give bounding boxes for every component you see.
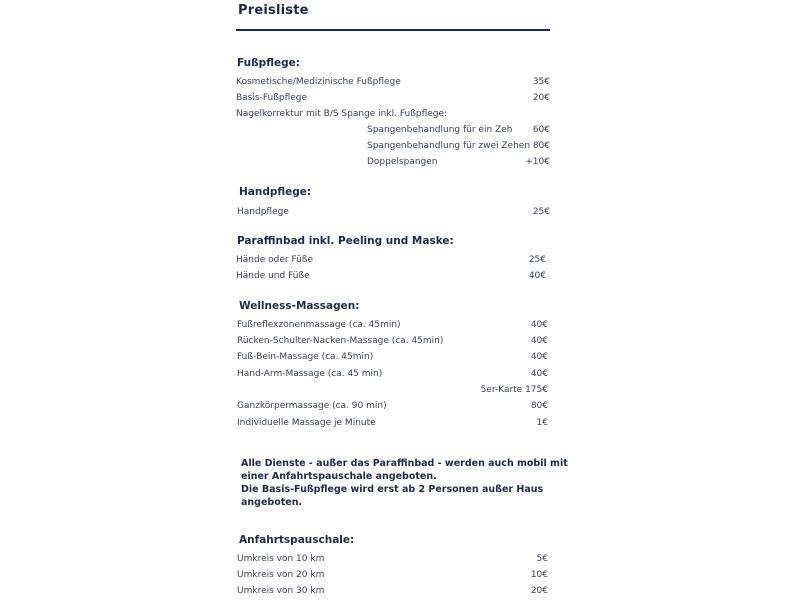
- price-item-label: Fußreflexzonenmassage (ca. 45min): [237, 320, 401, 330]
- heading-anfahrtspauschale: Anfahrtspauschale:: [239, 534, 355, 546]
- price-item-value: 40€: [530, 336, 548, 346]
- price-item-label: Umkreis von 20 km: [237, 570, 325, 580]
- price-item-label: Rücken-Schulter-Nacken-Massage (ca. 45min): [237, 336, 444, 346]
- price-item-value: 20€: [532, 93, 550, 103]
- price-item-value: 1€: [536, 418, 548, 428]
- price-item-value: 40€: [530, 320, 548, 330]
- price-item-value: 40€: [530, 352, 548, 362]
- price-item-label: Ganzkörpermassage (ca. 90 min): [237, 401, 387, 411]
- price-item-value: 20€: [530, 586, 548, 596]
- price-item-label: Hände oder Füße: [236, 255, 314, 265]
- price-item-label: Nagelkorrektur mit B/S Spange inkl. Fußpflege:: [236, 109, 448, 119]
- price-item-value: 40€: [530, 369, 548, 379]
- price-subitem-label: Spangenbehandlung für zwei Zehen: [367, 141, 531, 151]
- note-line: einer Anfahrtspauschale angeboten.: [241, 471, 437, 482]
- price-item-value: +10€: [525, 157, 550, 167]
- note-line: angeboten.: [241, 497, 303, 508]
- title-divider: [236, 29, 550, 31]
- heading-wellness-massagen: Wellness-Massagen:: [239, 300, 360, 312]
- price-item-value: 35€: [532, 77, 550, 87]
- price-item-value: 5€: [536, 554, 548, 564]
- price-item-value: 80€: [532, 141, 550, 151]
- price-item-label: Individuelle Massage je Minute: [237, 418, 376, 428]
- note-line: Alle Dienste - außer das Paraffinbad - werden auch mobil mit: [241, 458, 568, 469]
- price-item-value: 10€: [530, 570, 548, 580]
- mobile-service-note: [241, 457, 568, 509]
- heading-handpflege: Handpflege:: [239, 186, 312, 198]
- price-list-page: [234, 0, 568, 600]
- heading-paraffinbad: Paraffinbad inkl. Peeling und Maske:: [237, 235, 454, 247]
- price-item-value: 25€: [532, 207, 550, 217]
- price-item-label: Hände und Füße: [236, 271, 310, 281]
- price-subitem-label: Spangenbehandlung für ein Zeh: [367, 125, 513, 135]
- price-subitem-label: Doppelspangen: [367, 157, 438, 167]
- price-item-label: Basis-Fußpflege: [236, 93, 308, 103]
- page-title: Preisliste: [238, 3, 309, 18]
- price-item-label: Umkreis von 30 km: [237, 586, 325, 596]
- price-item-value: 40€: [528, 271, 546, 281]
- heading-fusspflege: Fußpflege:: [237, 57, 300, 69]
- price-item-label: Kosmetische/Medizinische Fußpflege: [236, 77, 401, 87]
- note-line: Die Basis-Fußpflege wird erst ab 2 Personen außer Haus: [241, 484, 544, 495]
- price-item-value: 60€: [532, 125, 550, 135]
- price-item-label: Handpflege: [237, 207, 289, 217]
- price-item-label: Umkreis von 10 km: [237, 554, 325, 564]
- price-item-label: Fuß-Bein-Massage (ca. 45min): [237, 352, 374, 362]
- price-item-value: 25€: [528, 255, 546, 265]
- price-item-label: Hand-Arm-Massage (ca. 45 min): [237, 369, 383, 379]
- price-item-value: 80€: [530, 401, 548, 411]
- price-item-value: 5er-Karte 175€: [480, 385, 548, 395]
